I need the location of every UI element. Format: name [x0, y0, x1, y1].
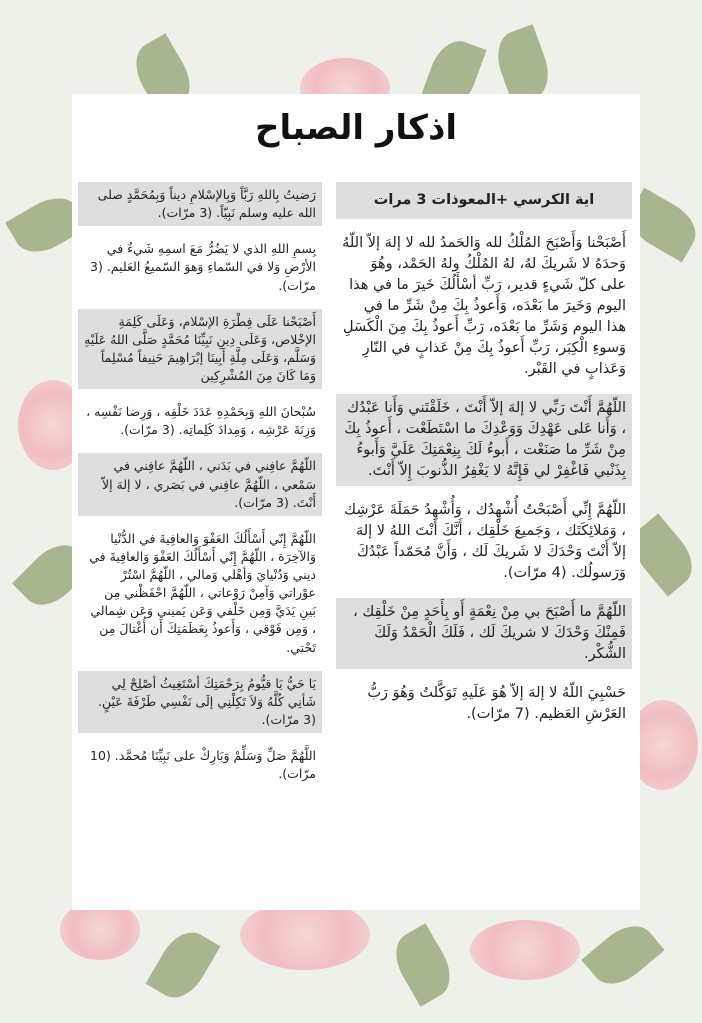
dhikr-text: بِسمِ اللهِ الذي لا يَضُرُّ مَعَ اسمِهِ شَيءٌ في الأرْضِ وَلا في السّماءِ وَهوَ السّميعُ العَليم. (3 مرّات). [90, 241, 316, 293]
dhikr-text: حَسْبِيَ اللّهُ لا إلهَ إلاّ هُوَ عَلَيهِ تَوَكَّلتُ وَهُوَ رَبُّ العَرْشِ العَظيم. (7 مرّات). [367, 685, 626, 723]
left-column [78, 182, 322, 797]
dhikr-text: أَصْبَحْنا عَلَى فِطْرَةِ الإسْلام، وَعَلَى كَلِمَةِ الإخْلاص، وَعَلَى دِينِ نَبِيِّنَا مُحَمَّدٍ صَلَّى اللهُ عَلَيْهِ وَسَلَّم، وَعَلَى مِلَّةِ أَبِينَا إبْرَاهِيمَ حَنِيفاً مُسْلِماً وَمَا كَانَ مِنَ المُشْرِكِين [78, 309, 322, 390]
dhikr-text: رَضيتُ بِاللهِ رَبَّاً وَبِالإسْلامِ ديناً وَبِمُحَمَّدٍ صلى الله عليه وسلم نَبِيّاً. (3 مرّات). [78, 182, 322, 226]
dhikr-text: اللّهُمَّ إِنّي أَسْأَلُكَ العَفْوَ وَالعافِيةَ في الدُّنْيا وَالآخِرَة ، اللّهُمَّ إِنّي أَسْأَلُكَ العَفْوَ وَالعافِيةَ في ديني وَدُنْيايَ وَأهْلي وَمالي ، اللّهُمَّ اسْتُرْ عوْراتي وَآمِنْ رَوْعاتي ، اللّهُمَّ احْفَظْني مِن بَينِ يَدَيَّ وَمِن خَلْفي وَعَن يَميني وَعَن شِمالي ، وَمِن فَوْقي ، وَأَعوذُ بِعَظَمَتِكَ أَن أُغْتالَ مِن تَحْتي. [89, 530, 316, 655]
leaf-decoration [386, 923, 461, 1007]
dhikr-text: اللّهُمَّ إِنِّي أَصْبَحْتُ أُشْهِدُك ، وَأُشْهِدُ حَمَلَةَ عَرْشِك ، وَمَلائِكَتَك ، وَجَميعَ خَلْقِك ، أَنَّكَ أَنْتَ اللهُ لا إلهَ إلاّ أَنْتَ وَحْدَكَ لا شَريكَ لَك ، وَأَنَّ مُحَمّداً عَبْدُكَ وَرَسولُك. (4 مرّات). [344, 502, 626, 582]
right-column [336, 182, 632, 739]
dhikr-text: اللّهُمَّ ما أَصْبَحَ بي مِنْ نِعْمَةٍ أَو بِأَحَدٍ مِنْ خَلْقِك ، فَمِنْكَ وَحْدَكَ لا شريكَ لَك ، فَلَكَ الْحَمْدُ وَلَكَ الشُّكْر. [336, 598, 632, 669]
dhikr-text: يَا حَيُّ يَا قيُّومُ بِرَحْمَتِكَ أسْتَغِيثُ أصْلِحْ لِي شَأنِي كُلَّهُ وَلاَ تَكِلْنِي إلَى نَفْسِي طَرْفَةَ عَيْنٍ. (3 مرّات). [78, 671, 322, 733]
page-title: اذكار الصباح [254, 108, 458, 148]
dhikr-text: سُبْحانَ اللهِ وَبِحَمْدِهِ عَدَدَ خَلْقِه ، وَرِضا نَفْسِه ، وَزِنَةَ عَرْشِه ، وَمِدادَ كَلِماتِه. (3 مرّات). [86, 404, 316, 438]
dhikr-text: اللّهُمَّ عافِني في بَدَني ، اللّهُمَّ عافِني في سَمْعي ، اللّهُمَّ عافِني في بَصَري ، لا إلهَ إلاّ أَنْتَ. (3 مرّات). [78, 453, 322, 515]
rose-decoration [470, 920, 580, 980]
adhkar-card [72, 94, 640, 910]
leaf-decoration [146, 923, 221, 1007]
leaf-decoration [581, 915, 664, 995]
dhikr-heading: اية الكرسي +المعوذات 3 مرات [336, 182, 632, 219]
dhikr-text: أَصْبَحْنا وَأَصْبَحَ المُلْكُ لله وَالحَمدُ لله لا إلهَ إلاّ اللّهُ وَحدَهُ لا شَريكَ لهُ، لهُ المُلْكُ ولهُ الحَمْد، وهُوَ على كلّ شَيءٍ قدير، رَبِّ أسْأَلُكَ خَيرَ ما في هذا اليوم وَخَيرَ ما بَعْدَه، وَأَعوذُ بِكَ مِنْ شَرِّ ما في هذا اليوم وَشَرِّ ما بَعْدَه، رَبِّ أَعوذُ بِكَ مِنَ الْكَسَلِ وَسوءِ الْكِبَر، رَبِّ أَعوذُ بِكَ مِنْ عَذابٍ في النّارِ وَعَذابٍ في القَبْر. [342, 235, 626, 378]
dhikr-text: اللَّهُمَّ صَلِّ وَسَلِّمْ وَبَارِكْ على نَبِيِّنَا مُحمَّد. (10 مرّات). [90, 748, 316, 782]
rose-decoration [240, 900, 370, 970]
dhikr-text: اللّهُمَّ أَنْتَ رَبِّي لا إلهَ إلاّ أَنْتَ ، خَلَقْتَني وَأَنا عَبْدُك ، وَأَنا عَلى عَهْدِكَ وَوَعْدِكَ ما اسْتَطَعْت ، أَعوذُ بِكَ مِنْ شَرِّ ما صَنَعْت ، أَبوءُ لَكَ بِنِعْمَتِكَ عَلَيَّ وَأَبوءُ بِذَنْبي فَاغْفِرْ لي فَإِنَّهُ لا يَغْفِرُ الذُّنوبَ إِلاّ أَنْتَ. [336, 394, 632, 486]
